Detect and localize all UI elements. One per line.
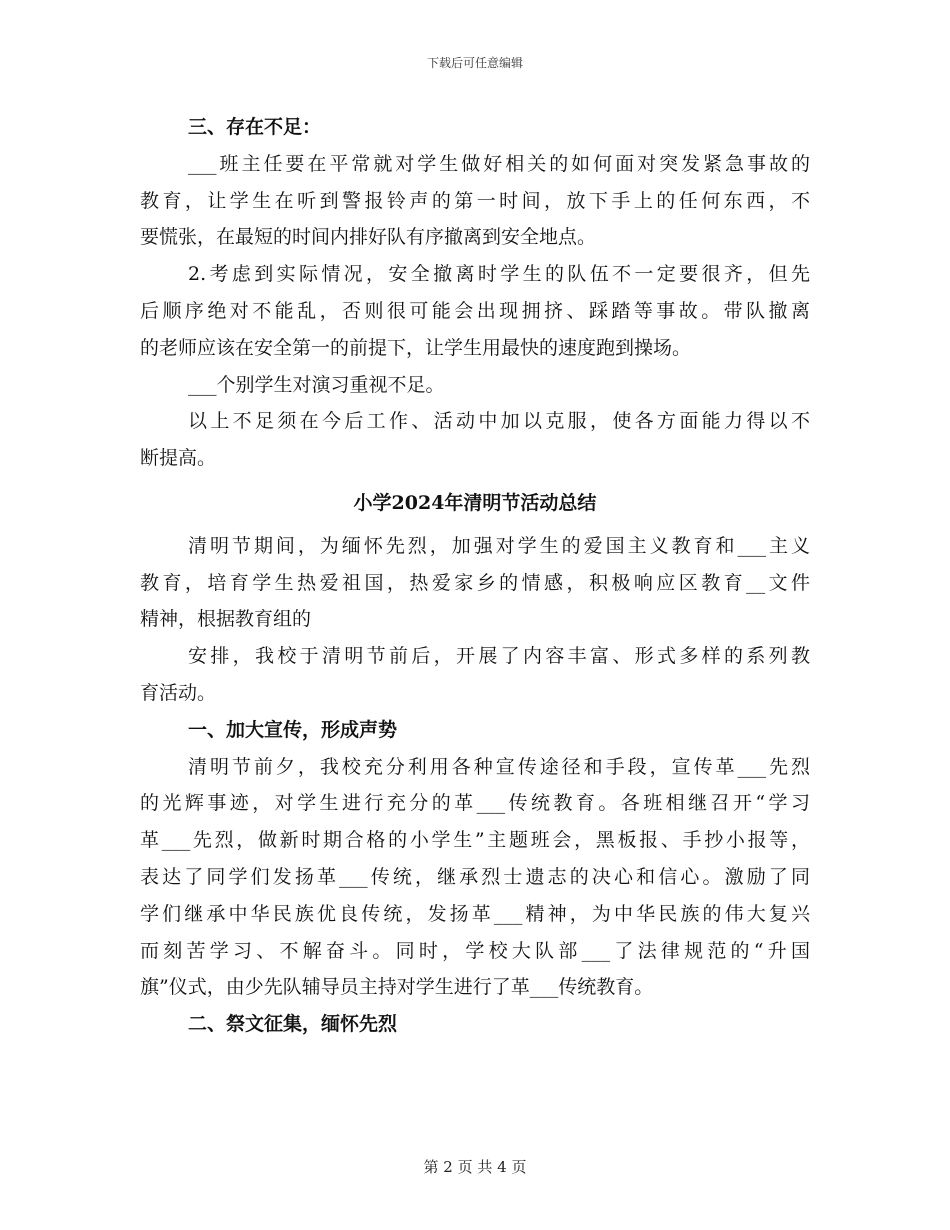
paragraph-line: 精神，根据教育组的: [140, 608, 312, 631]
section-heading-shortcomings: 三、存在不足：: [188, 116, 322, 138]
paragraph-line: ___个别学生对演习重视不足。: [188, 373, 445, 396]
section-heading-publicity: 一、加大宣传，形成声势: [188, 718, 398, 741]
paragraph-line: 后顺序绝对不能乱，否则很可能会出现拥挤、踩踏等事故。带队撤离: [140, 299, 810, 322]
paragraph-line: 清明节前夕，我校充分利用各种宣传途径和手段，宣传革___先烈: [188, 755, 810, 778]
paragraph-line: 安排，我校于清明节前后，开展了内容丰富、形式多样的系列教: [188, 645, 810, 668]
paragraph-line: 学们继承中华民族优良传统，发扬革___精神，为中华民族的伟大复兴: [140, 902, 810, 925]
paragraph-line: 教育，培育学生热爱祖国，热爱家乡的情感，积极响应区教育__文件: [140, 571, 810, 594]
page-header: 下载后可任意编辑: [426, 56, 523, 70]
paragraph-line: 的老师应该在安全第一的前提下，让学生用最快的速度跑到操场。: [140, 336, 692, 359]
document-title: 小学2024年清明节活动总结: [353, 491, 597, 514]
paragraph-line: 而刻苦学习、不解奋斗。同时，学校大队部___了法律规范的“升国: [140, 939, 810, 962]
paragraph-line: 要慌张，在最短的时间内排好队有序撤离到安全地点。: [140, 226, 597, 249]
paragraph-line: ___班主任要在平常就对学生做好相关的如何面对突发紧急事故的: [188, 152, 810, 175]
page-footer: 第 2 页 共 4 页: [423, 1158, 527, 1176]
paragraph-line: 以上不足须在今后工作、活动中加以克服，使各方面能力得以不: [188, 410, 810, 433]
paragraph-line: 育活动。: [140, 681, 217, 704]
paragraph-line: 的光辉事迹，对学生进行充分的革___传统教育。各班相继召开“学习: [140, 792, 810, 815]
paragraph-line: 表达了同学们发扬革___传统，继承烈士遗志的决心和信心。激励了同: [140, 865, 810, 888]
paragraph-line: 革___先烈，做新时期合格的小学生”主题班会，黑板报、手抄小报等，: [140, 829, 810, 852]
paragraph-line: 清明节期间，为缅怀先烈，加强对学生的爱国主义教育和___主义: [188, 534, 810, 557]
document-body: [140, 109, 810, 1043]
paragraph-line: 教育，让学生在听到警报铃声的第一时间，放下手上的任何东西，不: [140, 189, 810, 212]
paragraph-line: 2.考虑到实际情况，安全撤离时学生的队伍不一定要很齐，但先: [188, 263, 810, 286]
paragraph-line: 断提高。: [140, 447, 217, 470]
paragraph-line: 旗”仪式，由少先队辅导员主持对学生进行了革___传统教育。: [140, 976, 654, 999]
section-heading-essays: 二、祭文征集，缅怀先烈: [188, 1013, 398, 1036]
